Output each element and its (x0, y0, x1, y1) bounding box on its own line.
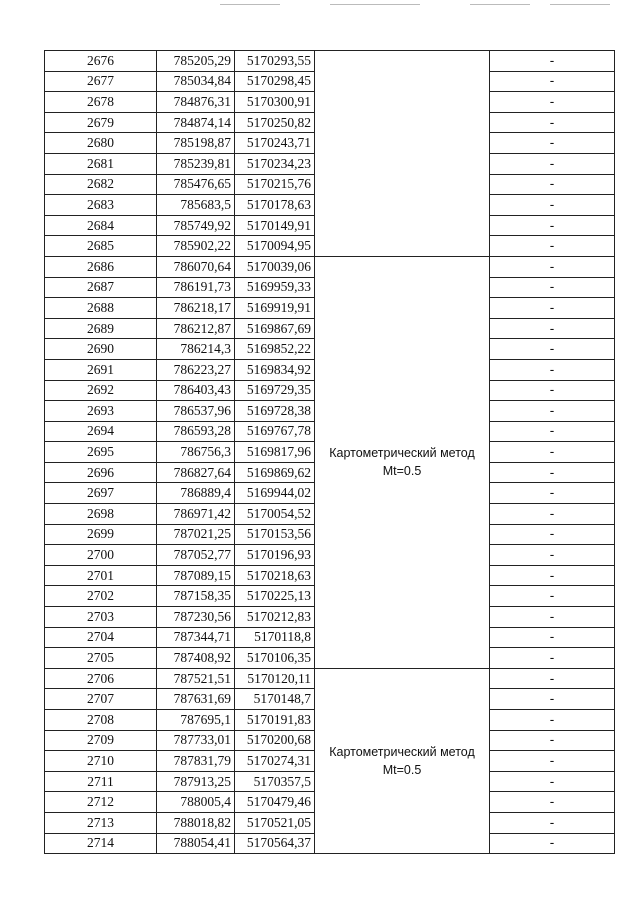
value-cell: - (490, 339, 615, 360)
x-coordinate-cell: 786593,28 (157, 421, 235, 442)
point-number-cell: 2692 (45, 380, 157, 401)
y-coordinate-cell: 5170196,93 (235, 545, 315, 566)
table-row (45, 51, 615, 72)
value-cell: - (490, 442, 615, 463)
y-coordinate-cell: 5170148,7 (235, 689, 315, 710)
value-cell: - (490, 256, 615, 277)
point-number-cell: 2690 (45, 339, 157, 360)
x-coordinate-cell: 788018,82 (157, 812, 235, 833)
x-coordinate-cell: 787021,25 (157, 524, 235, 545)
value-cell: - (490, 607, 615, 628)
point-number-cell: 2689 (45, 318, 157, 339)
point-number-cell: 2682 (45, 174, 157, 195)
method-cell (315, 51, 490, 257)
x-coordinate-cell: 786889,4 (157, 483, 235, 504)
point-number-cell: 2693 (45, 401, 157, 422)
point-number-cell: 2688 (45, 298, 157, 319)
y-coordinate-cell: 5170521,05 (235, 812, 315, 833)
x-coordinate-cell: 787230,56 (157, 607, 235, 628)
x-coordinate-cell: 787521,51 (157, 668, 235, 689)
point-number-cell: 2709 (45, 730, 157, 751)
y-coordinate-cell: 5169834,92 (235, 359, 315, 380)
point-number-cell: 2712 (45, 792, 157, 813)
point-number-cell: 2697 (45, 483, 157, 504)
value-cell: - (490, 833, 615, 854)
x-coordinate-cell: 785476,65 (157, 174, 235, 195)
point-number-cell: 2686 (45, 256, 157, 277)
y-coordinate-cell: 5170564,37 (235, 833, 315, 854)
point-number-cell: 2702 (45, 586, 157, 607)
table-row (45, 256, 615, 277)
point-number-cell: 2681 (45, 153, 157, 174)
y-coordinate-cell: 5169728,38 (235, 401, 315, 422)
point-number-cell: 2710 (45, 751, 157, 772)
y-coordinate-cell: 5170039,06 (235, 256, 315, 277)
x-coordinate-cell: 786223,27 (157, 359, 235, 380)
y-coordinate-cell: 5170106,35 (235, 648, 315, 669)
x-coordinate-cell: 787695,1 (157, 710, 235, 731)
x-coordinate-cell: 786537,96 (157, 401, 235, 422)
x-coordinate-cell: 785198,87 (157, 133, 235, 154)
value-cell: - (490, 565, 615, 586)
coordinates-table (44, 50, 615, 854)
point-number-cell: 2699 (45, 524, 157, 545)
value-cell: - (490, 730, 615, 751)
y-coordinate-cell: 5170153,56 (235, 524, 315, 545)
value-cell: - (490, 586, 615, 607)
y-coordinate-cell: 5170234,23 (235, 153, 315, 174)
value-cell: - (490, 668, 615, 689)
table-row (45, 668, 615, 689)
y-coordinate-cell: 5170225,13 (235, 586, 315, 607)
x-coordinate-cell: 786218,17 (157, 298, 235, 319)
method-cell: Картометрический метод Mt=0.5 (315, 256, 490, 668)
y-coordinate-cell: 5169817,96 (235, 442, 315, 463)
value-cell: - (490, 792, 615, 813)
y-coordinate-cell: 5170149,91 (235, 215, 315, 236)
point-number-cell: 2714 (45, 833, 157, 854)
y-coordinate-cell: 5170250,82 (235, 112, 315, 133)
y-coordinate-cell: 5170200,68 (235, 730, 315, 751)
x-coordinate-cell: 788005,4 (157, 792, 235, 813)
point-number-cell: 2698 (45, 504, 157, 525)
y-coordinate-cell: 5169919,91 (235, 298, 315, 319)
x-coordinate-cell: 785205,29 (157, 51, 235, 72)
point-number-cell: 2704 (45, 627, 157, 648)
value-cell: - (490, 51, 615, 72)
value-cell: - (490, 174, 615, 195)
value-cell: - (490, 751, 615, 772)
point-number-cell: 2708 (45, 710, 157, 731)
value-cell: - (490, 504, 615, 525)
point-number-cell: 2691 (45, 359, 157, 380)
scan-header-marks (200, 4, 630, 8)
value-cell: - (490, 483, 615, 504)
value-cell: - (490, 421, 615, 442)
point-number-cell: 2695 (45, 442, 157, 463)
value-cell: - (490, 401, 615, 422)
point-number-cell: 2678 (45, 92, 157, 113)
y-coordinate-cell: 5169729,35 (235, 380, 315, 401)
y-coordinate-cell: 5169959,33 (235, 277, 315, 298)
x-coordinate-cell: 786214,3 (157, 339, 235, 360)
x-coordinate-cell: 786756,3 (157, 442, 235, 463)
point-number-cell: 2705 (45, 648, 157, 669)
value-cell: - (490, 112, 615, 133)
x-coordinate-cell: 787631,69 (157, 689, 235, 710)
y-coordinate-cell: 5170357,5 (235, 771, 315, 792)
value-cell: - (490, 524, 615, 545)
y-coordinate-cell: 5169869,62 (235, 462, 315, 483)
y-coordinate-cell: 5170094,95 (235, 236, 315, 257)
value-cell: - (490, 627, 615, 648)
value-cell: - (490, 812, 615, 833)
x-coordinate-cell: 787089,15 (157, 565, 235, 586)
point-number-cell: 2701 (45, 565, 157, 586)
x-coordinate-cell: 785034,84 (157, 71, 235, 92)
x-coordinate-cell: 788054,41 (157, 833, 235, 854)
value-cell: - (490, 71, 615, 92)
point-number-cell: 2707 (45, 689, 157, 710)
x-coordinate-cell: 787831,79 (157, 751, 235, 772)
value-cell: - (490, 153, 615, 174)
x-coordinate-cell: 786070,64 (157, 256, 235, 277)
value-cell: - (490, 318, 615, 339)
x-coordinate-cell: 787913,25 (157, 771, 235, 792)
x-coordinate-cell: 785683,5 (157, 195, 235, 216)
y-coordinate-cell: 5170120,11 (235, 668, 315, 689)
coordinates-table-wrapper (44, 50, 614, 854)
point-number-cell: 2703 (45, 607, 157, 628)
point-number-cell: 2676 (45, 51, 157, 72)
point-number-cell: 2711 (45, 771, 157, 792)
point-number-cell: 2685 (45, 236, 157, 257)
point-number-cell: 2694 (45, 421, 157, 442)
x-coordinate-cell: 786971,42 (157, 504, 235, 525)
x-coordinate-cell: 787733,01 (157, 730, 235, 751)
y-coordinate-cell: 5169852,22 (235, 339, 315, 360)
value-cell: - (490, 92, 615, 113)
value-cell: - (490, 648, 615, 669)
y-coordinate-cell: 5170178,63 (235, 195, 315, 216)
value-cell: - (490, 545, 615, 566)
x-coordinate-cell: 785902,22 (157, 236, 235, 257)
y-coordinate-cell: 5170118,8 (235, 627, 315, 648)
value-cell: - (490, 236, 615, 257)
point-number-cell: 2706 (45, 668, 157, 689)
x-coordinate-cell: 787344,71 (157, 627, 235, 648)
value-cell: - (490, 298, 615, 319)
y-coordinate-cell: 5169944,02 (235, 483, 315, 504)
x-coordinate-cell: 787408,92 (157, 648, 235, 669)
value-cell: - (490, 359, 615, 380)
y-coordinate-cell: 5170215,76 (235, 174, 315, 195)
y-coordinate-cell: 5170243,71 (235, 133, 315, 154)
value-cell: - (490, 277, 615, 298)
value-cell: - (490, 215, 615, 236)
y-coordinate-cell: 5170293,55 (235, 51, 315, 72)
point-number-cell: 2680 (45, 133, 157, 154)
x-coordinate-cell: 786212,87 (157, 318, 235, 339)
x-coordinate-cell: 784876,31 (157, 92, 235, 113)
y-coordinate-cell: 5170218,63 (235, 565, 315, 586)
value-cell: - (490, 689, 615, 710)
point-number-cell: 2696 (45, 462, 157, 483)
value-cell: - (490, 195, 615, 216)
y-coordinate-cell: 5170054,52 (235, 504, 315, 525)
x-coordinate-cell: 786403,43 (157, 380, 235, 401)
point-number-cell: 2677 (45, 71, 157, 92)
value-cell: - (490, 380, 615, 401)
x-coordinate-cell: 787158,35 (157, 586, 235, 607)
y-coordinate-cell: 5170274,31 (235, 751, 315, 772)
point-number-cell: 2683 (45, 195, 157, 216)
point-number-cell: 2687 (45, 277, 157, 298)
value-cell: - (490, 462, 615, 483)
point-number-cell: 2700 (45, 545, 157, 566)
x-coordinate-cell: 787052,77 (157, 545, 235, 566)
y-coordinate-cell: 5170191,83 (235, 710, 315, 731)
y-coordinate-cell: 5170479,46 (235, 792, 315, 813)
point-number-cell: 2679 (45, 112, 157, 133)
x-coordinate-cell: 785239,81 (157, 153, 235, 174)
coordinates-table-body (45, 51, 615, 854)
y-coordinate-cell: 5170212,83 (235, 607, 315, 628)
y-coordinate-cell: 5170300,91 (235, 92, 315, 113)
method-cell: Картометрический метод Mt=0.5 (315, 668, 490, 853)
point-number-cell: 2713 (45, 812, 157, 833)
point-number-cell: 2684 (45, 215, 157, 236)
value-cell: - (490, 710, 615, 731)
x-coordinate-cell: 785749,92 (157, 215, 235, 236)
x-coordinate-cell: 786827,64 (157, 462, 235, 483)
x-coordinate-cell: 784874,14 (157, 112, 235, 133)
value-cell: - (490, 133, 615, 154)
y-coordinate-cell: 5170298,45 (235, 71, 315, 92)
value-cell: - (490, 771, 615, 792)
y-coordinate-cell: 5169867,69 (235, 318, 315, 339)
x-coordinate-cell: 786191,73 (157, 277, 235, 298)
y-coordinate-cell: 5169767,78 (235, 421, 315, 442)
